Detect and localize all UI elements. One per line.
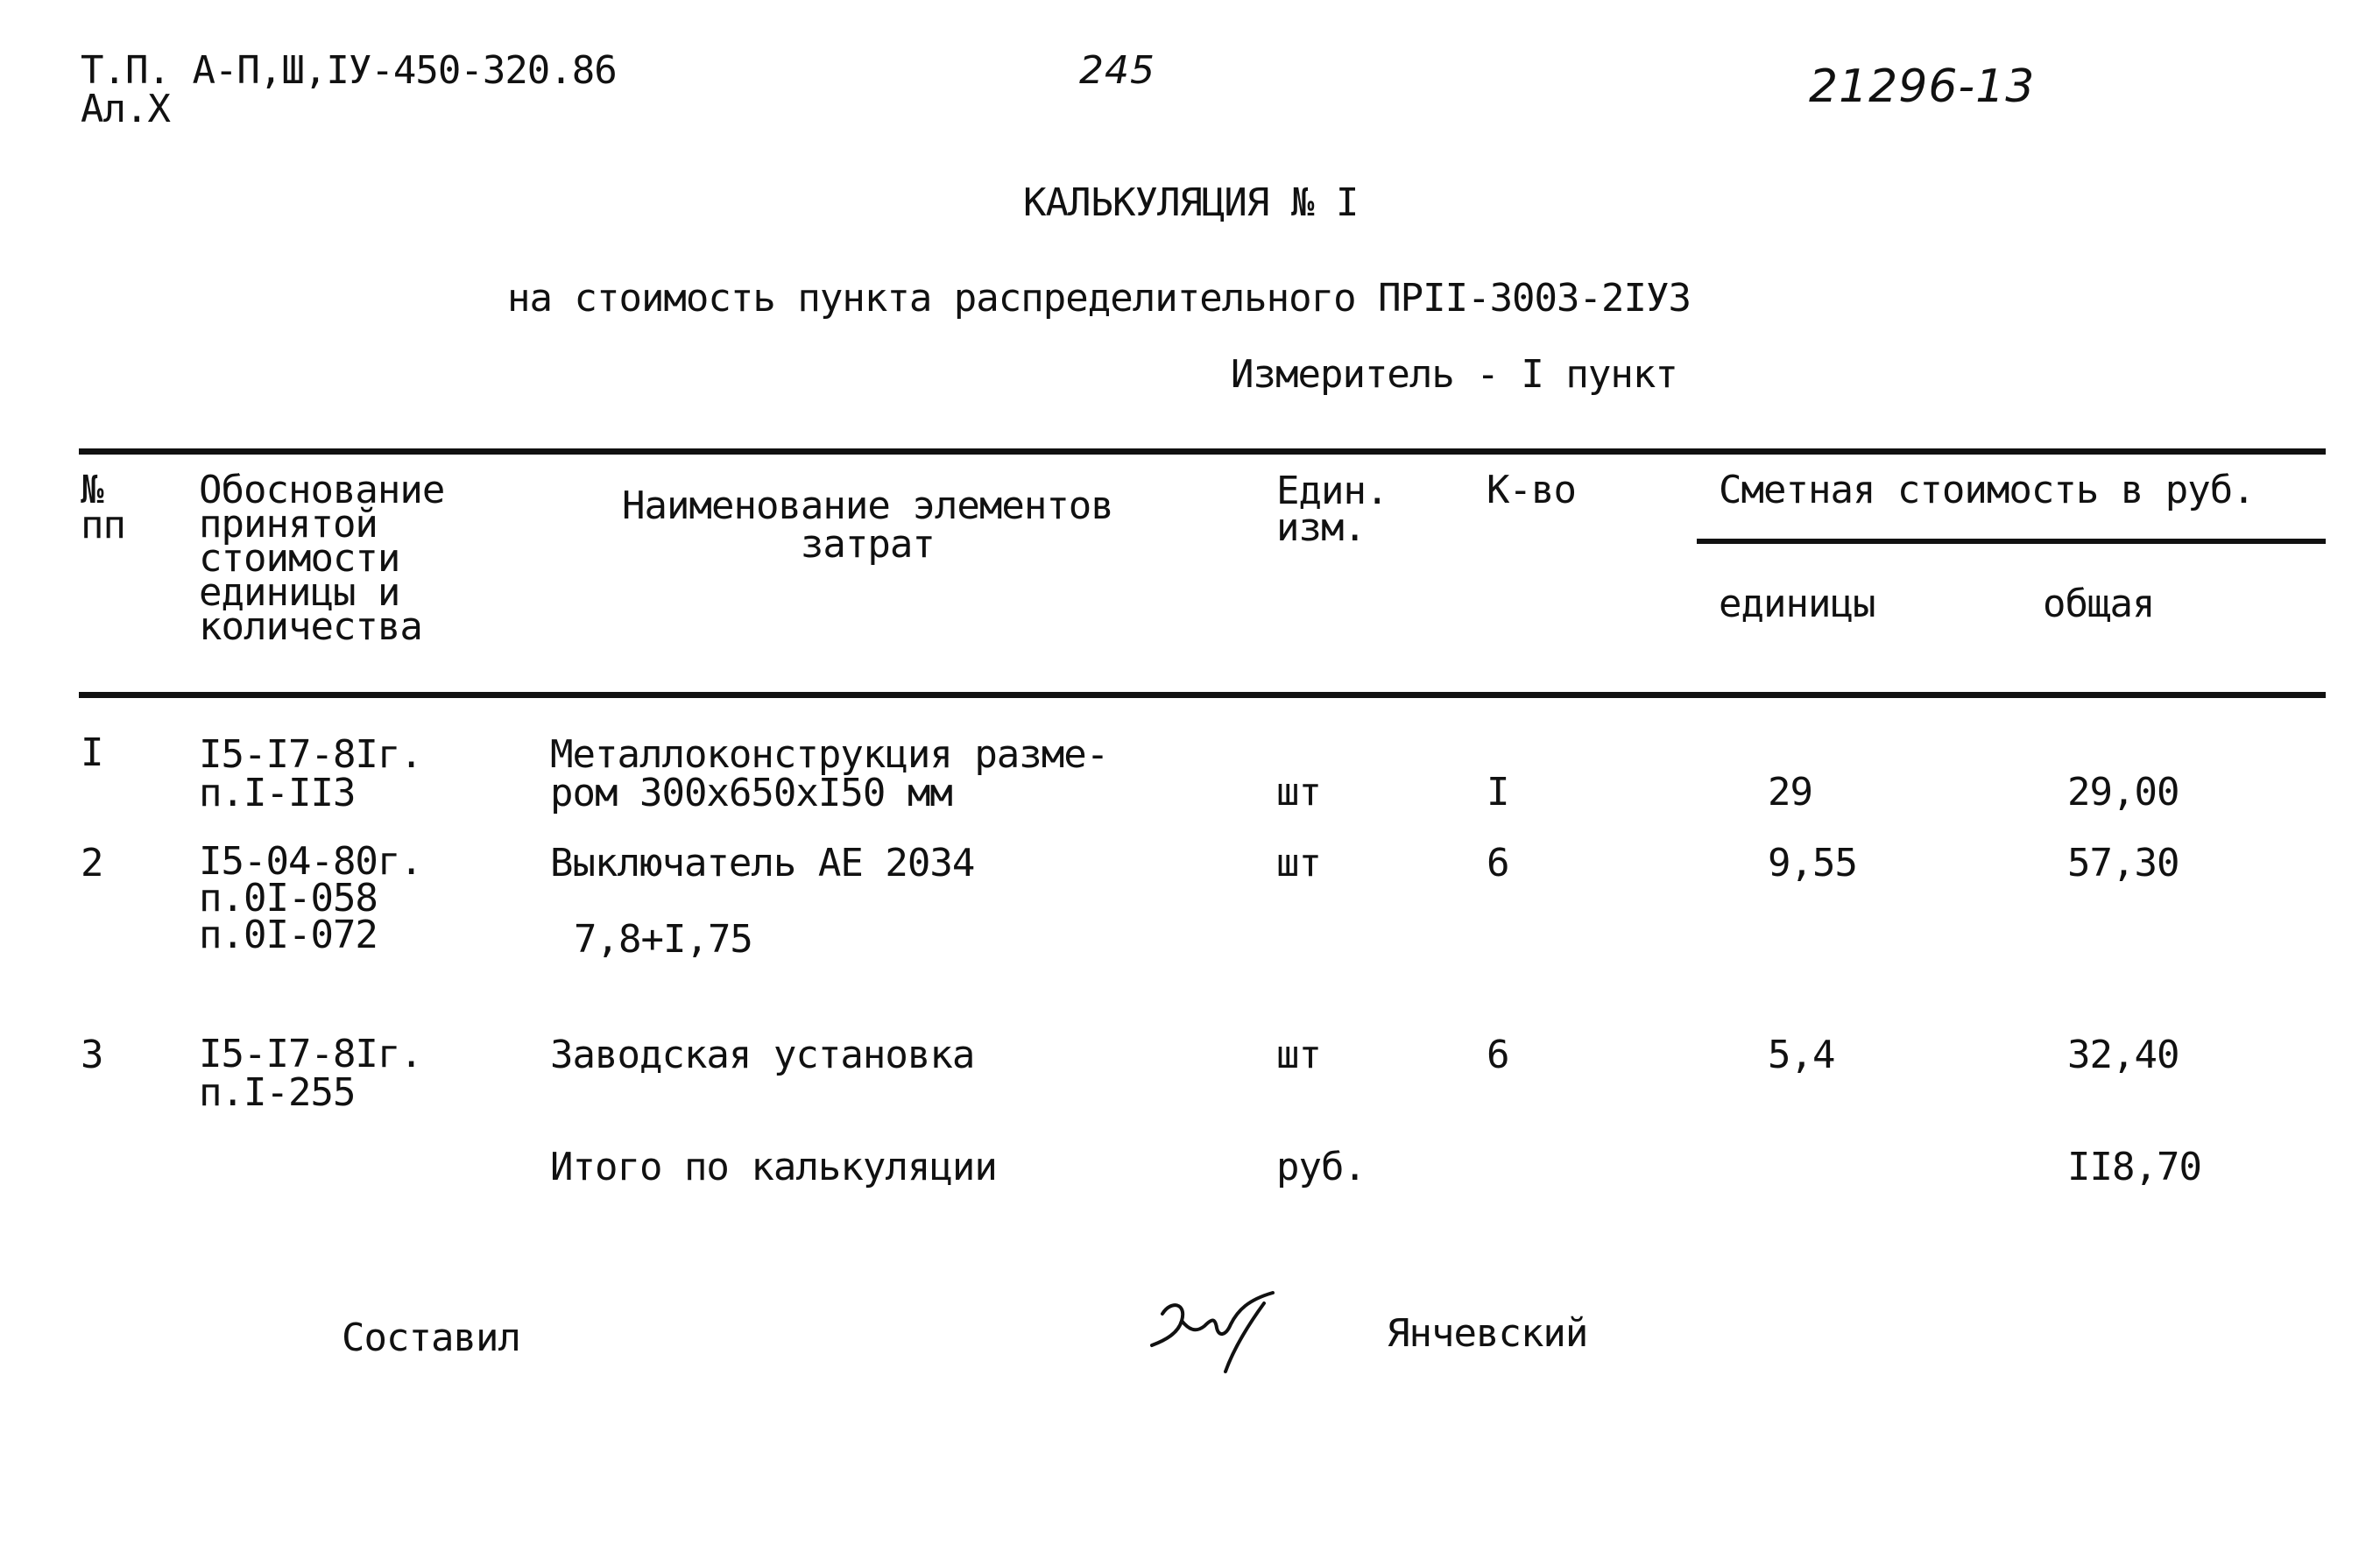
row-unit: шт xyxy=(1276,770,1321,815)
row-basis: I5-04-80г. п.0I-058 п.0I-072 xyxy=(199,839,422,957)
total-label: Итого по калькуляции xyxy=(550,1145,997,1189)
document-subtitle: на стоимость пункта распределительного ПРII-3003-2IУ3 xyxy=(507,276,1691,321)
row-name-note: 7,8+I,75 xyxy=(574,917,752,962)
row-cost-unit: 29 xyxy=(1768,770,1812,815)
row-name: Металлоконструкция разме- ром 300х650хI50 мм xyxy=(550,732,1109,815)
row-qty: 6 xyxy=(1487,841,1509,885)
archive-number: 21296-13 xyxy=(1809,60,2036,113)
row-num: 3 xyxy=(81,1033,103,1077)
total-unit: руб. xyxy=(1276,1145,1366,1189)
row-cost-total: 57,30 xyxy=(2067,841,2179,885)
total-value: II8,70 xyxy=(2067,1145,2201,1189)
header-num: № пп xyxy=(81,468,125,547)
table-top-rule xyxy=(79,448,2326,455)
row-qty: I xyxy=(1487,770,1509,815)
signature xyxy=(1143,1287,1283,1375)
row-basis: I5-I7-8Iг. п.I-255 xyxy=(199,1032,422,1115)
row-cost-unit: 9,55 xyxy=(1768,841,1857,885)
measure-unit: Измеритель - I пункт xyxy=(1231,352,1677,397)
header-cost-total: общая xyxy=(2043,582,2155,626)
row-num: 2 xyxy=(81,841,103,885)
header-basis: Обоснование принятой стоимости единицы и количества xyxy=(199,468,445,649)
row-qty: 6 xyxy=(1487,1033,1509,1077)
row-num: I xyxy=(81,730,103,775)
row-unit: шт xyxy=(1276,841,1321,885)
table-header-bottom-rule xyxy=(79,692,2326,698)
header-name: Наименование элементов затрат xyxy=(622,483,1113,567)
doc-reference: Т.П. А-П,Ш,IУ-450-320.86 xyxy=(81,48,617,93)
header-unit: Един. изм. xyxy=(1276,469,1388,550)
row-cost-total: 29,00 xyxy=(2067,770,2179,815)
doc-reference-sheet: Ал.Х xyxy=(81,87,170,131)
document-title: КАЛЬКУЛЯЦИЯ № I xyxy=(1023,180,1359,225)
row-basis: I5-I7-8Iг. п.I-II3 xyxy=(199,732,422,815)
header-cost-group: Сметная стоимость в руб. xyxy=(1719,468,2255,512)
row-cost-unit: 5,4 xyxy=(1768,1033,1835,1077)
page-number: 245 xyxy=(1079,48,1155,93)
row-name: Выключатель АЕ 2034 xyxy=(550,841,975,885)
row-name: Заводская установка xyxy=(550,1033,975,1077)
cost-group-rule xyxy=(1697,539,2326,544)
row-cost-total: 32,40 xyxy=(2067,1033,2179,1077)
compiler-name: Янчевский xyxy=(1387,1311,1588,1356)
header-qty: К-во xyxy=(1487,468,1576,512)
header-cost-unit: единицы xyxy=(1719,582,1875,626)
row-unit: шт xyxy=(1276,1033,1321,1077)
compiled-by-label: Составил xyxy=(342,1316,520,1360)
